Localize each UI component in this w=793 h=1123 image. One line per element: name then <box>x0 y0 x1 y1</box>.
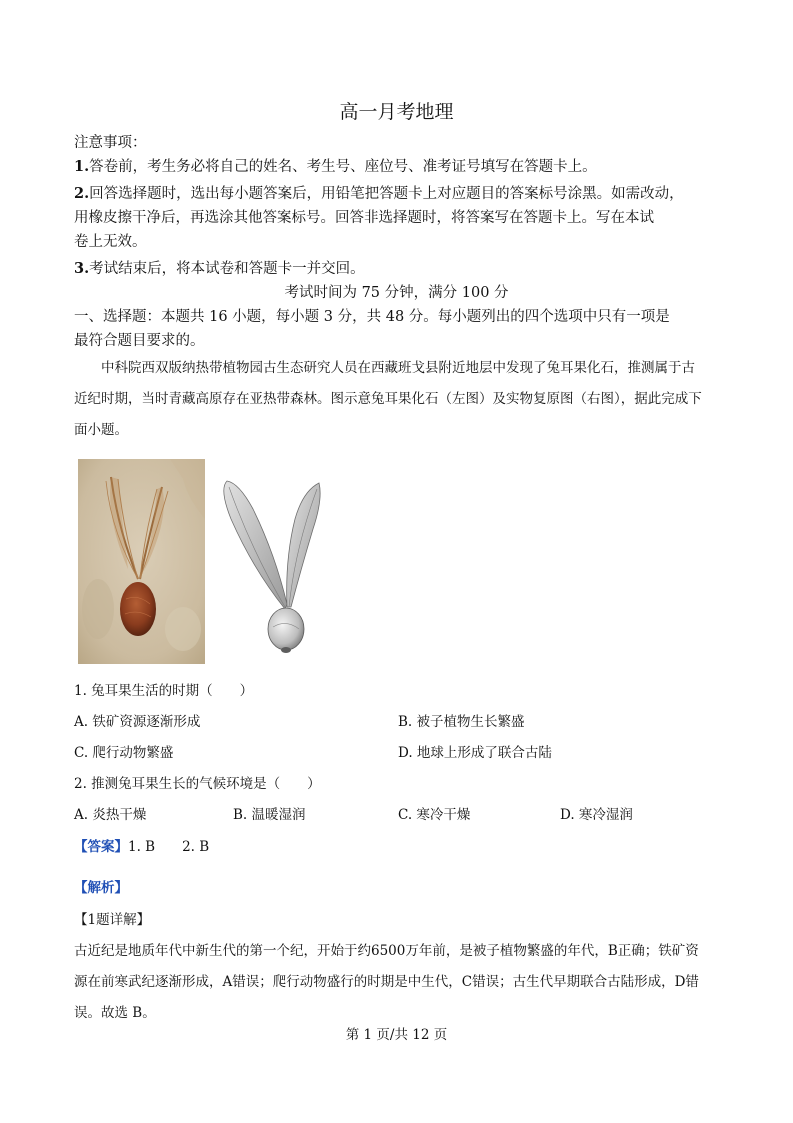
question-1-stem: 1. 兔耳果生活的时期（ ） <box>74 683 254 699</box>
notice-item-text: 回答选择题时，选出每小题答案后，用铅笔把答题卡上对应题目的答案标号涂黑。如需改动， <box>89 186 684 202</box>
section-heading-cont: 最符合题目要求的。 <box>74 333 205 349</box>
q2-option-b: B. 温暖湿润 <box>233 807 306 823</box>
analysis-text-3: 误。故选 B。 <box>74 1005 156 1021</box>
reconstruction-image <box>213 459 325 664</box>
q1-option-b: B. 被子植物生长繁盛 <box>398 714 525 730</box>
analysis-text-2: 源在前寒武纪逐渐形成，A错误；爬行动物盛行的时期是中生代，C错误；古生代早期联合古陆形成，D错 <box>74 974 699 990</box>
q1-option-a: A. 铁矿资源逐渐形成 <box>74 714 201 730</box>
notice-item-num: 2. <box>74 185 90 202</box>
question-2-stem: 2. 推测兔耳果生长的气候环境是（ ） <box>74 776 321 792</box>
notice-item-2-cont-1: 用橡皮擦干净后，再选涂其他答案标号。回答非选择题时，将答案写在答题卡上。写在本试 <box>74 210 654 226</box>
q1-option-d: D. 地球上形成了联合古陆 <box>398 745 552 761</box>
q2-option-a: A. 炎热干燥 <box>74 807 147 823</box>
analysis-subheading: 【1题详解】 <box>74 912 151 928</box>
passage-line-1: 中科院西双版纳热带植物园古生态研究人员在西藏班戈县附近地层中发现了兔耳果化石，推测属于古 <box>101 360 695 376</box>
notice-item-1 <box>74 155 597 179</box>
page-footer: 第 1 页/共 12 页 <box>345 1027 448 1043</box>
analysis-text-1: 古近纪是地质年代中新生代的第一个纪，开始于约6500万年前，是被子植物繁盛的年代，B正确；铁矿资 <box>74 943 699 959</box>
analysis-tag: 【解析】 <box>74 880 128 896</box>
notice-item-num: 3. <box>74 260 90 277</box>
section-heading: 一、选择题：本题共 16 小题，每小题 3 分，共 48 分。每小题列出的四个选项中只有一项是 <box>74 309 670 325</box>
notice-item-num: 1. <box>74 158 90 175</box>
notice-item-text: 考试结束后，将本试卷和答题卡一并交回。 <box>89 261 365 277</box>
q1-option-c: C. 爬行动物繁盛 <box>74 745 174 761</box>
answer-line <box>74 832 209 862</box>
notice-item-2-cont-2: 卷上无效。 <box>74 234 147 250</box>
passage-line-3: 面小题。 <box>74 422 128 438</box>
q2-option-c: C. 寒冷干燥 <box>398 807 471 823</box>
notice-heading: 注意事项： <box>74 135 147 151</box>
passage-line-2: 近纪时期，当时青藏高原存在亚热带森林。图示意兔耳果化石（左图）及实物复原图（右图），据此完成下 <box>74 391 702 407</box>
notice-item-text: 答卷前，考生务必将自己的姓名、考生号、座位号、准考证号填写在答题卡上。 <box>89 159 597 175</box>
fossil-image <box>78 459 205 664</box>
exam-info: 考试时间为 75 分钟，满分 100 分 <box>284 285 509 301</box>
notice-item-2 <box>74 182 684 206</box>
answer-tag: 【答案】 <box>74 839 128 855</box>
answer-text: 1. B 2. B <box>128 839 210 855</box>
notice-item-3 <box>74 257 365 281</box>
page-title: 高一月考地理 <box>339 101 454 123</box>
analysis-line <box>74 873 128 903</box>
q2-option-d: D. 寒冷湿润 <box>560 807 633 823</box>
